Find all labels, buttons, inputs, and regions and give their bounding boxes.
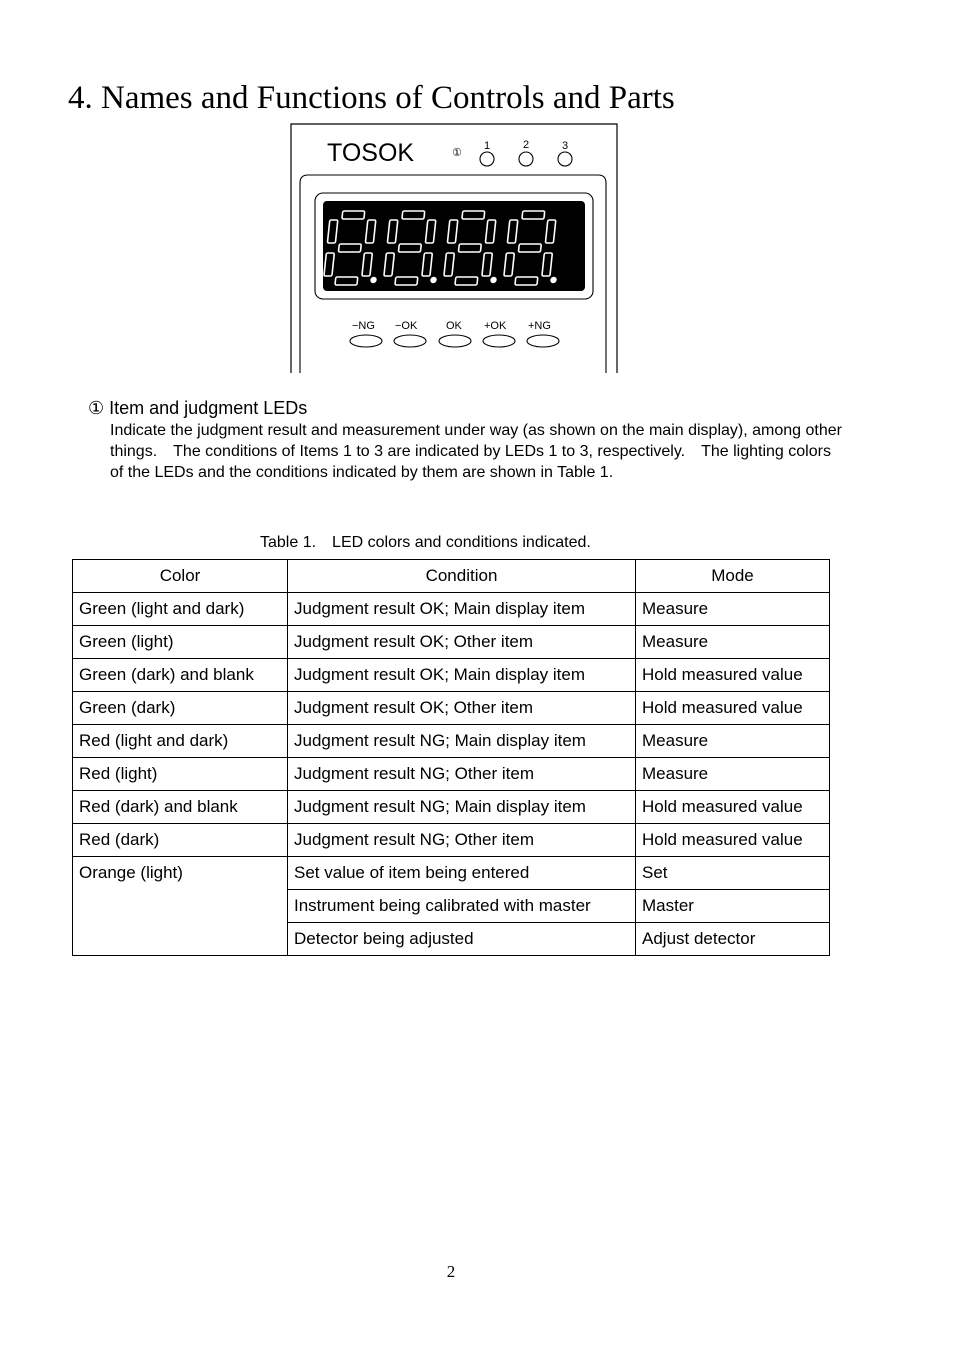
judgment-led-label-minus-ok: −OK — [395, 320, 418, 332]
cell-mode: Measure — [636, 725, 830, 758]
section-heading: ① Item and judgment LEDs — [88, 398, 308, 418]
device-illustration — [290, 123, 618, 373]
table-row — [73, 659, 830, 692]
cell-mode: Master — [636, 890, 830, 923]
header-mode: Mode — [636, 560, 830, 593]
cell-color: Red (dark) — [73, 824, 288, 857]
cell-condition: Judgment result NG; Main display item — [288, 725, 636, 758]
cell-mode: Hold measured value — [636, 824, 830, 857]
judgment-leds — [350, 320, 559, 347]
item-judgment-leds-section — [88, 396, 848, 483]
judgment-led-label-plus-ng: +NG — [528, 320, 551, 332]
device-panel-drawing — [290, 123, 618, 373]
table-caption: Table 1. LED colors and conditions indicated. — [260, 534, 591, 551]
cell-mode: Hold measured value — [636, 692, 830, 725]
judgment-led-label-minus-ng: −NG — [352, 320, 375, 332]
table-row — [73, 824, 830, 857]
cell-condition: Set value of item being entered — [288, 857, 636, 890]
cell-color: Green (light) — [73, 626, 288, 659]
cell-mode: Adjust detector — [636, 923, 830, 956]
table-row — [73, 593, 830, 626]
table-row — [73, 857, 830, 890]
cell-mode: Measure — [636, 593, 830, 626]
cell-mode: Hold measured value — [636, 659, 830, 692]
cell-condition: Judgment result NG; Other item — [288, 824, 636, 857]
brand-logo: TOSOK — [327, 139, 415, 167]
judgment-led-ok — [439, 335, 471, 347]
item-led-label-1: 1 — [484, 140, 491, 152]
cell-color: Red (light and dark) — [73, 725, 288, 758]
cell-color-orange: Orange (light) — [73, 857, 288, 956]
header-color: Color — [73, 560, 288, 593]
judgment-led-label-plus-ok: +OK — [484, 320, 507, 332]
item-led-label-2: 2 — [523, 139, 530, 151]
cell-condition: Detector being adjusted — [288, 923, 636, 956]
led-conditions-table — [72, 559, 830, 956]
cell-condition: Judgment result NG; Other item — [288, 758, 636, 791]
table-row — [73, 725, 830, 758]
item-leds — [480, 139, 572, 166]
item-led-3 — [558, 152, 572, 166]
cell-color: Green (dark) — [73, 692, 288, 725]
judgment-led-label-ok: OK — [446, 320, 462, 332]
table-row — [73, 758, 830, 791]
judgment-led-plus-ok — [483, 335, 515, 347]
cell-color: Red (dark) and blank — [73, 791, 288, 824]
callout-1: ① — [452, 147, 462, 159]
judgment-led-minus-ng — [350, 335, 382, 347]
cell-mode: Measure — [636, 758, 830, 791]
table-row — [73, 692, 830, 725]
item-led-1 — [480, 152, 494, 166]
page-number: 2 — [446, 1262, 456, 1281]
judgment-led-plus-ng — [527, 335, 559, 347]
cell-condition: Judgment result OK; Other item — [288, 692, 636, 725]
cell-condition: Judgment result NG; Main display item — [288, 791, 636, 824]
cell-color: Green (dark) and blank — [73, 659, 288, 692]
cell-condition: Judgment result OK; Main display item — [288, 593, 636, 626]
item-led-2 — [519, 152, 533, 166]
header-condition: Condition — [288, 560, 636, 593]
page-title: 4. Names and Functions of Controls and Parts — [68, 80, 675, 116]
cell-mode: Set — [636, 857, 830, 890]
cell-mode: Hold measured value — [636, 791, 830, 824]
table-row — [73, 791, 830, 824]
cell-condition: Instrument being calibrated with master — [288, 890, 636, 923]
cell-mode: Measure — [636, 626, 830, 659]
cell-condition: Judgment result OK; Other item — [288, 626, 636, 659]
cell-color: Red (light) — [73, 758, 288, 791]
cell-color: Green (light and dark) — [73, 593, 288, 626]
item-led-label-3: 3 — [562, 140, 569, 152]
table-header-row — [73, 560, 830, 593]
table-row — [73, 626, 830, 659]
cell-condition: Judgment result OK; Main display item — [288, 659, 636, 692]
judgment-led-minus-ok — [394, 335, 426, 347]
section-body: Indicate the judgment result and measurement under way (as shown on the main display), among other things. The conditions of Items 1 to 3 are indicated by LEDs 1 to 3, respectively. The lighting colors of the LEDs and the conditions indicated by them are shown in Table 1. — [110, 422, 842, 481]
